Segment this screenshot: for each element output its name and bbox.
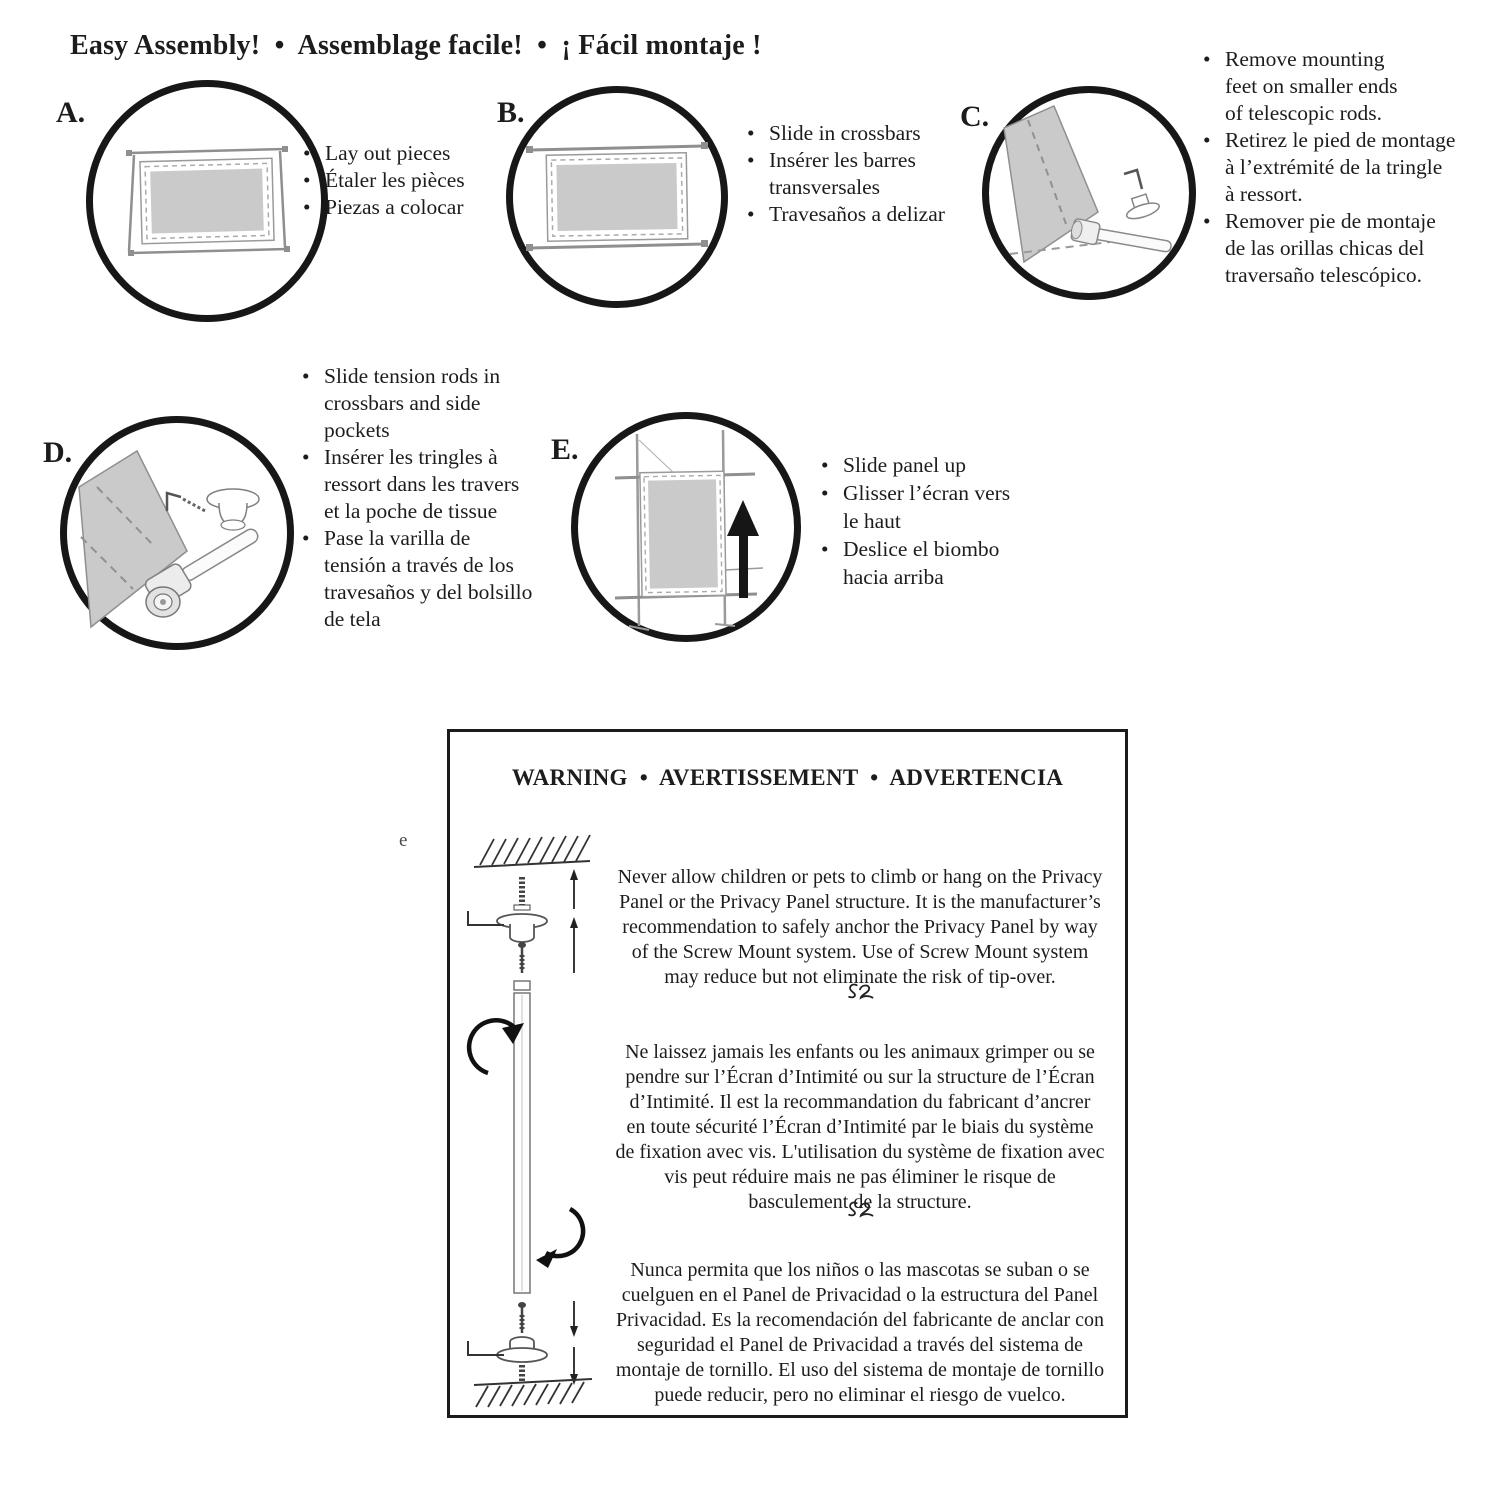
bullet-dot: • [303,168,311,192]
step-e-label: E. [551,433,579,466]
panel-pieces-laid-out-illustration [121,140,293,262]
paragraph-line: may reduce but not eliminate the risk of tip-over. [664,966,1056,988]
step-d-label: D. [43,436,73,469]
bullet-item [1203,127,1500,208]
bullet-item [1203,46,1500,127]
paragraph-line: puede reducir, pero no eliminar el riesgo de vuelco. [654,1384,1066,1406]
bullet-item [302,444,592,525]
bullet-dot: • [821,481,829,505]
bullet-text: Étaler les pièces [325,168,465,192]
bullet-item [747,201,997,228]
paragraph-line: montaje de tornillo. El uso del sistema de montaje de tornillo [615,1359,1105,1381]
step-a-label: A. [56,96,86,129]
warning-paragraph-fr [600,1040,1120,1215]
panel-slide-up-illustration [579,420,793,634]
bullet-text: Retirez le pied de montage à l’extrémité de la tringle à ressort. [1225,128,1456,206]
fleuron-divider-icon [845,1198,875,1220]
warning-paragraph-en [600,865,1120,990]
step-e-bullets [821,451,1091,591]
bullet-dot: • [302,445,310,469]
paragraph-line: Nunca permita que los niños o las mascotas se suban o se [630,1259,1090,1281]
paragraph-line: basculement de la structure. [748,1191,972,1213]
bullet-item [302,363,592,444]
bullet-dot: • [302,364,310,388]
bullet-item [302,525,592,633]
stray-character: e [399,830,408,851]
paragraph-line: pendre sur l’Écran d’Intimité ou sur la structure de l’Écran [625,1066,1095,1088]
step-c-circle [982,86,1196,300]
bullet-text: Lay out pieces [325,141,451,165]
paragraph-line: seguridad el Panel de Privacidad a través del sistema de [637,1334,1083,1356]
bullet-text: Pase la varilla de tensión a través de los travesaños y del bolsillo de tela [324,526,533,631]
bullet-dot: • [303,141,311,165]
paragraph-line: en toute sécurité l’Écran d’Intimité par le biais du système [626,1116,1094,1138]
section-divider [600,980,1120,1007]
bullet-text: Piezas a colocar [325,195,464,219]
tension-rod-insertion-illustration [69,425,285,641]
bullet-text: Insérer les barres transversales [769,148,916,199]
fleuron-divider-icon [845,980,875,1002]
bullet-dot: • [821,537,829,561]
bullet-item [821,451,1091,479]
step-c-label: C. [960,100,990,133]
paragraph-line: d’Intimité. Il est la recommandation du fabricant d’ancrer [629,1091,1091,1113]
bullet-item [821,479,1091,535]
bullet-text: Insérer les tringles à ressort dans les travers et la poche de tissue [324,445,520,523]
step-d-bullets [302,363,592,633]
bullet-item [1203,208,1500,289]
warning-box [447,729,1128,1418]
page-title: Easy Assembly! • Assemblage facile! • ¡ Fácil montaje ! [70,30,762,61]
bullet-dot: • [303,195,311,219]
bullet-text: Slide tension rods in crossbars and side pockets [324,364,501,442]
step-a-circle [86,80,328,322]
paragraph-line: Panel or the Privacy Panel structure. It is the manufacturer’s [619,891,1101,913]
section-divider [600,1198,1120,1225]
bullet-dot: • [1203,47,1211,71]
bullet-text: Glisser l’écran vers le haut [843,481,1011,533]
rotate-arrow-icon [546,1209,583,1256]
step-b-label: B. [497,96,525,129]
bullet-item [821,535,1091,591]
paragraph-line: de fixation avec vis. L'utilisation du système de fixation avec [615,1141,1105,1163]
bullet-text: Slide panel up [843,453,967,477]
step-e-circle [571,412,801,642]
bullet-dot: • [1203,128,1211,152]
up-arrow-icon [739,532,748,598]
bullet-dot: • [821,453,829,477]
bullet-text: Remover pie de montaje de las orillas chicas del traversaño telescópico. [1225,209,1436,287]
bullet-text: Remove mounting feet on smaller ends of telescopic rods. [1225,47,1398,125]
warning-title: WARNING • AVERTISSEMENT • ADVERTENCIA [511,765,1064,790]
paragraph-line: cuelguen en el Panel de Privacidad o la estructura del Panel [621,1284,1099,1306]
paragraph-line: recommendation to safely anchor the Privacy Panel by way [622,916,1098,938]
step-b-bullets [747,120,997,228]
paragraph-line: Privacidad. Es la recomendación del fabricante de anclar con [615,1309,1105,1331]
bullet-item [747,147,997,201]
bullet-dot: • [747,148,755,172]
bullet-text: Slide in crossbars [769,121,921,145]
screw-mount-system-illustration [458,833,618,1408]
bullet-dot: • [302,526,310,550]
bullet-text: Travesaños a delizar [769,202,945,226]
bullet-dot: • [747,121,755,145]
paragraph-line: Ne laissez jamais les enfants ou les animaux grimper ou se [625,1041,1095,1063]
bullet-item [303,140,543,167]
paragraph-line: Never allow children or pets to climb or hang on the Privacy [617,866,1103,888]
bullet-text: Deslice el biombo hacia arriba [843,537,1000,589]
bullet-dot: • [747,202,755,226]
warning-paragraph-es [600,1258,1120,1408]
bullet-dot: • [1203,209,1211,233]
crossbars-inserted-illustration [522,132,712,262]
mounting-foot-removal-illustration [990,94,1188,292]
step-c-bullets [1203,46,1500,289]
step-d-circle [60,416,294,650]
step-b-circle [506,86,728,308]
paragraph-line: vis peut réduire mais ne pas éliminer le risque de [664,1166,1056,1188]
paragraph-line: of the Screw Mount system. Use of Screw Mount system [631,941,1089,963]
